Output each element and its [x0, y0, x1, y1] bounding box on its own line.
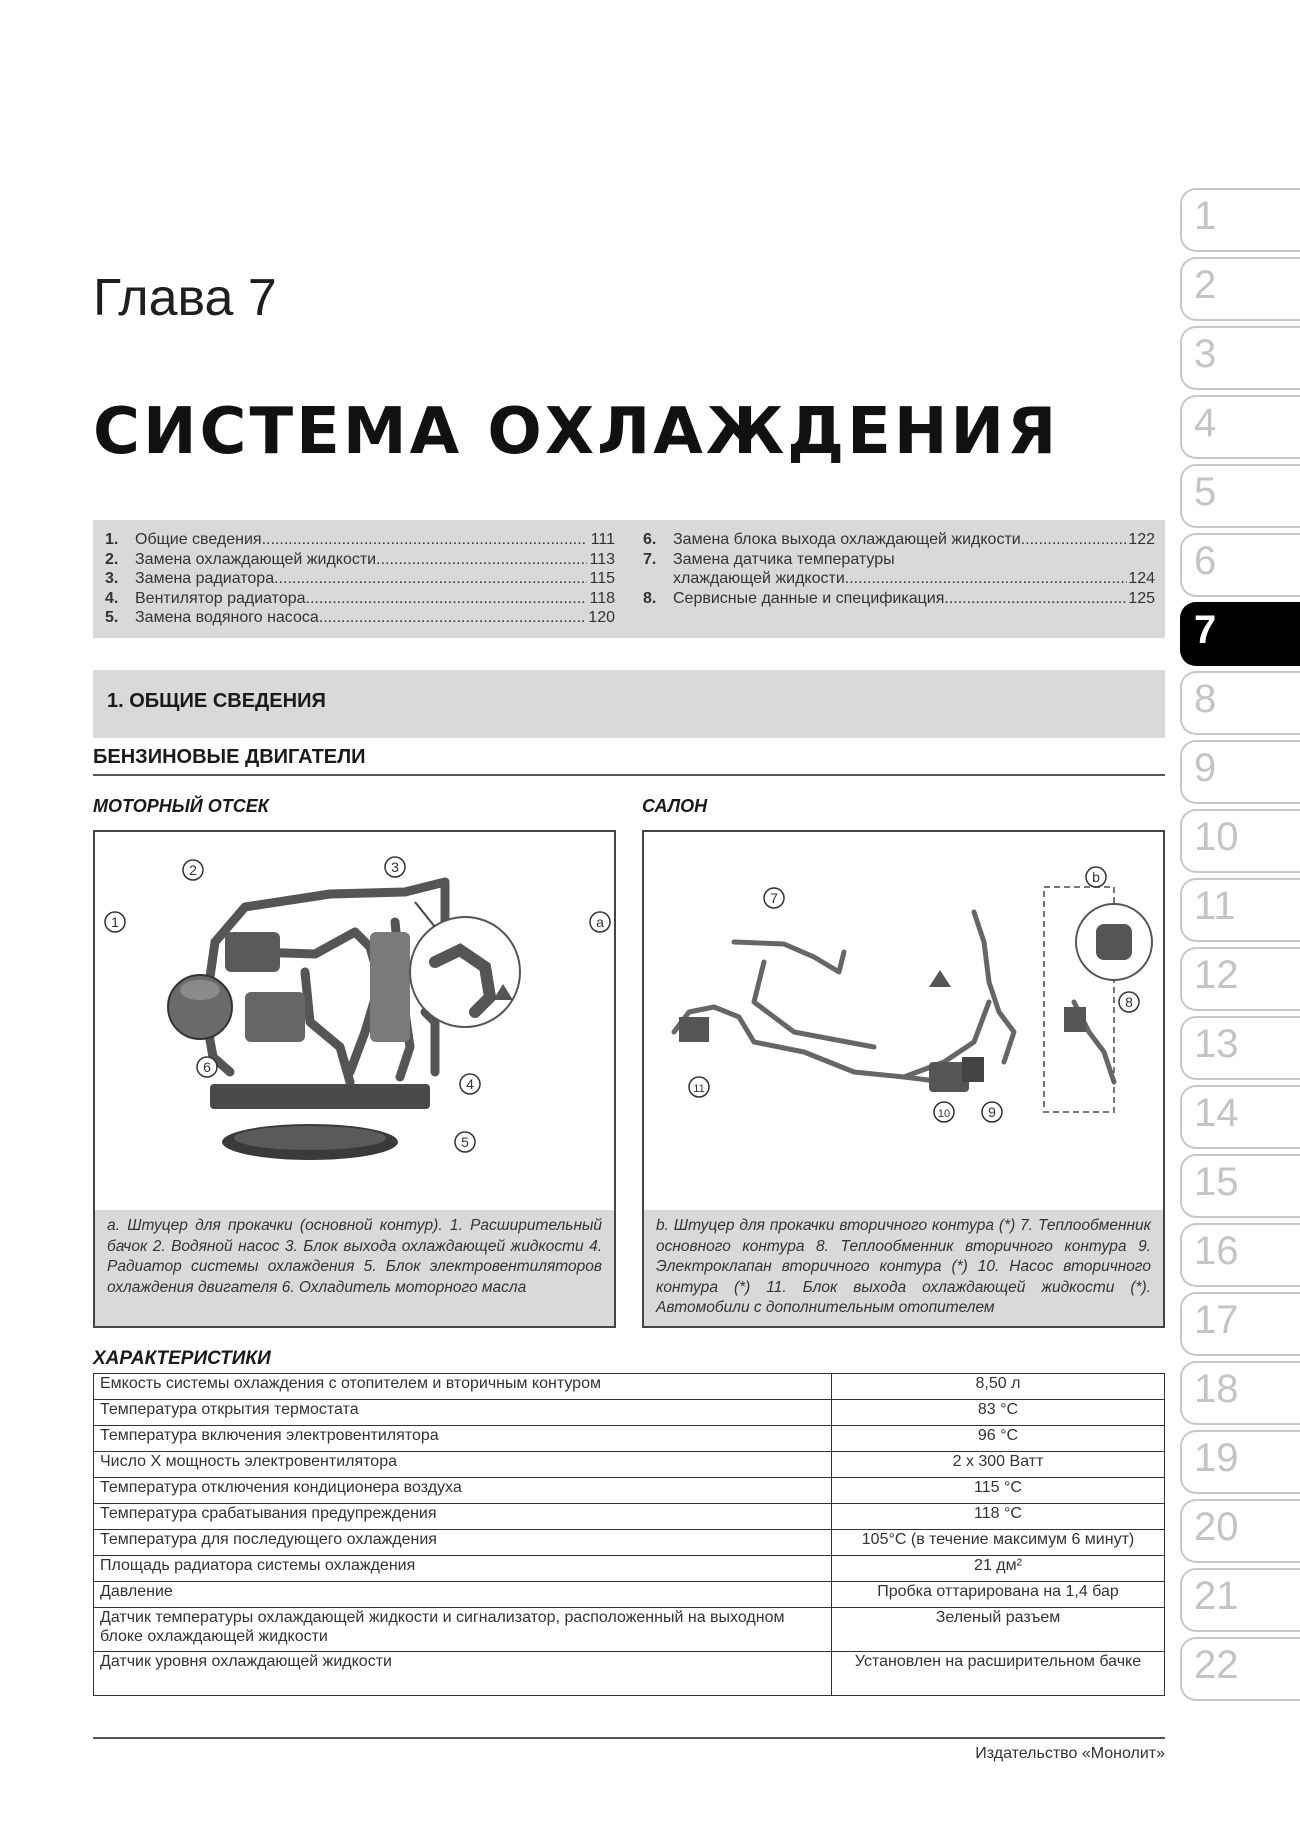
tab-number: 3: [1194, 332, 1217, 376]
heater-hoses: [674, 912, 1114, 1082]
table-row: [94, 1452, 1165, 1478]
tab-number: 10: [1194, 815, 1239, 859]
chapter-tab-10[interactable]: [1180, 809, 1300, 873]
tab-number: 21: [1194, 1574, 1239, 1618]
spec-name: Температура отключения кондиционера воздуха: [94, 1478, 832, 1504]
toc-page: 122: [1128, 531, 1155, 548]
engine-figure-caption: a. Штуцер для прокачки (основной контур). 1. Расширительный бачок 2. Водяной насос 3. Блок выхода охлаждающей жидкости 4. Радиатор системы охлаждения 5. Блок электровентиляторов охлаждения двигателя 6. Охладитель моторного масла: [95, 1210, 614, 1326]
tab-number: 5: [1194, 470, 1217, 514]
chapter-tab-19[interactable]: [1180, 1430, 1300, 1494]
toc-title: Замена датчика температуры: [673, 550, 895, 568]
chapter-tab-18[interactable]: [1180, 1361, 1300, 1425]
toc-page: 111: [590, 531, 615, 548]
chapter-tab-2[interactable]: [1180, 257, 1300, 321]
section-title: 1. ОБЩИЕ СВЕДЕНИЯ: [107, 690, 326, 712]
callout-3-text: 3: [391, 859, 399, 875]
chapter-tab-8[interactable]: [1180, 671, 1300, 735]
tab-number: 17: [1194, 1298, 1239, 1342]
table-row: [94, 1582, 1165, 1608]
callout-2-text: 2: [189, 862, 197, 878]
tab-number: 16: [1194, 1229, 1239, 1273]
toc-item[interactable]: [105, 569, 615, 589]
spec-name: Давление: [94, 1582, 832, 1608]
callout-4-text: 4: [466, 1076, 474, 1092]
spec-name: Температура для последующего охлаждения: [94, 1530, 832, 1556]
toc-number: 1.: [105, 531, 119, 548]
callout-11-text: 11: [693, 1083, 705, 1095]
cabin-figure-label: САЛОН: [642, 796, 708, 816]
toc-title: Замена водяного насоса: [135, 609, 319, 626]
spec-name: Площадь радиатора системы охлаждения: [94, 1556, 832, 1582]
toc-page: 120: [588, 609, 615, 626]
oil-cooler: [245, 992, 305, 1042]
spec-value: 105°C (в течение максимум 6 минут): [832, 1530, 1165, 1556]
toc-title: Вентилятор радиатора: [135, 589, 306, 607]
footer-divider: [93, 1737, 1165, 1739]
toc-item[interactable]: [643, 530, 1155, 550]
chapter-tab-1[interactable]: [1180, 188, 1300, 252]
tab-number: 4: [1194, 401, 1217, 445]
fan-blades: [234, 1126, 386, 1150]
radiator: [210, 1084, 430, 1109]
toc-item[interactable]: [105, 589, 615, 609]
table-row: [94, 1504, 1165, 1530]
heat-exchanger-hose: [734, 942, 844, 972]
spec-name: Датчик уровня охлаждающей жидкости: [94, 1652, 832, 1696]
chapter-tab-15[interactable]: [1180, 1154, 1300, 1218]
table-of-contents: [93, 520, 1165, 638]
spec-name: Число X мощность электровентилятора: [94, 1452, 832, 1478]
section-heading-band: [93, 670, 1165, 738]
chapter-tab-14[interactable]: [1180, 1085, 1300, 1149]
chapter-tab-3[interactable]: [1180, 326, 1300, 390]
toc-page: 125: [1128, 589, 1155, 607]
tab-number: 14: [1194, 1091, 1239, 1135]
chapter-tab-4[interactable]: [1180, 395, 1300, 459]
divider: [93, 774, 1165, 776]
secondary-hose: [754, 962, 874, 1047]
tab-number: 15: [1194, 1160, 1239, 1204]
return-hose: [974, 912, 1014, 1062]
tab-number: 11: [1194, 884, 1236, 928]
spec-value: 21 дм²: [832, 1556, 1165, 1582]
spec-value: Пробка оттарирована на 1,4 бар: [832, 1582, 1165, 1608]
table-row: [94, 1556, 1165, 1582]
toc-item[interactable]: [105, 530, 615, 550]
toc-title: Замена охлаждающей жидкости: [135, 550, 377, 568]
leader-line: [415, 902, 435, 927]
toc-column-left: [105, 530, 615, 628]
table-row: [94, 1426, 1165, 1452]
toc-page: [1127, 550, 1155, 570]
toc-title: хлаждающей жидкости: [673, 570, 845, 587]
tab-number: 18: [1194, 1367, 1239, 1411]
toc-item[interactable]: [643, 550, 1155, 570]
chapter-tab-7-active[interactable]: [1180, 602, 1300, 666]
tab-number: 6: [1194, 539, 1217, 583]
spec-value: 118 °C: [832, 1504, 1165, 1530]
secondary-heat-exchanger: [1064, 1007, 1086, 1032]
toc-number: [643, 569, 673, 589]
chapter-tab-13[interactable]: [1180, 1016, 1300, 1080]
chapter-tab-12[interactable]: [1180, 947, 1300, 1011]
toc-page: 113: [589, 550, 615, 568]
toc-number: 5.: [105, 609, 119, 626]
chapter-tab-11[interactable]: [1180, 878, 1300, 942]
toc-title: Общие сведения: [135, 531, 262, 548]
callout-a-text: a: [596, 914, 604, 930]
chapter-label: Глава 7: [93, 269, 277, 327]
toc-number: 2.: [105, 550, 119, 568]
table-row: [94, 1374, 1165, 1400]
solenoid-valve: [962, 1057, 984, 1082]
tab-number: 13: [1194, 1022, 1239, 1066]
spec-name: Емкость системы охлаждения с отопителем и вторичным контуром: [94, 1374, 832, 1400]
cabin-figure-caption: b. Штуцер для прокачки вторичного контура (*) 7. Теплообменник основного контура 8. Теплообменник вторичного контура 9. Электроклапан вторичного контура (*) 10. Насос вторичного контура (*) 11. Блок выхода охлаждающей жидкости (*). Автомобили с дополнительным отопителем: [644, 1210, 1163, 1326]
warning-triangle-icon: [929, 970, 951, 987]
toc-title: Сервисные данные и спецификация: [673, 589, 945, 607]
spec-name: Датчик температуры охлаждающей жидкости и сигнализатор, расположенный на выходном блоке охлаждающей жидкости: [94, 1608, 832, 1652]
toc-number: 6.: [643, 531, 657, 548]
table-row: [94, 1530, 1165, 1556]
chapter-tab-17[interactable]: [1180, 1292, 1300, 1356]
toc-title: Замена радиатора: [135, 570, 275, 587]
table-row: [94, 1652, 1165, 1696]
toc-item[interactable]: [643, 589, 1155, 609]
water-pump: [225, 932, 280, 972]
tab-number: 9: [1194, 746, 1217, 790]
toc-number: 4.: [105, 589, 119, 607]
specs-table: [93, 1373, 1165, 1696]
publisher-credit: Издательство «Монолит»: [975, 1745, 1165, 1762]
toc-item[interactable]: [105, 550, 615, 570]
toc-page: 115: [589, 570, 615, 587]
spec-value: 8,50 л: [832, 1374, 1165, 1400]
spec-value: Установлен на расширительном бачке: [832, 1652, 1165, 1696]
spec-name: Температура включения электровентилятора: [94, 1426, 832, 1452]
callout-8-text: 8: [1125, 994, 1133, 1010]
toc-number: 7.: [643, 550, 657, 568]
chapter-tab-6[interactable]: [1180, 533, 1300, 597]
spec-value: Зеленый разъем: [832, 1608, 1165, 1652]
callout-10-text: 10: [937, 1108, 951, 1120]
spec-name: Температура срабатывания предупреждения: [94, 1504, 832, 1530]
tab-number: 20: [1194, 1505, 1239, 1549]
toc-page: 124: [1128, 570, 1155, 587]
outlet-housing: [370, 932, 410, 1042]
callout-9-text: 9: [988, 1104, 996, 1120]
callout-7-text: 7: [770, 890, 778, 906]
chapter-tab-9[interactable]: [1180, 740, 1300, 804]
toc-page: 118: [589, 589, 615, 607]
detail-callout-a: [410, 917, 520, 1027]
engine-figure-label: МОТОРНЫЙ ОТСЕК: [93, 796, 269, 816]
toc-column-right: [643, 530, 1155, 608]
tab-number: 22: [1194, 1643, 1239, 1687]
tab-number: 12: [1194, 953, 1239, 997]
toc-number: 8.: [643, 589, 657, 607]
toc-number: 3.: [105, 570, 119, 587]
callout-5-text: 5: [461, 1134, 469, 1150]
callout-b-text: b: [1092, 869, 1100, 885]
spec-value: 115 °C: [832, 1478, 1165, 1504]
subsection-title: БЕНЗИНОВЫЕ ДВИГАТЕЛИ: [93, 746, 366, 768]
callout-1-text: 1: [111, 914, 119, 930]
tab-number: 8: [1194, 677, 1217, 721]
spec-value: 2 x 300 Ватт: [832, 1452, 1165, 1478]
chapter-tab-5[interactable]: [1180, 464, 1300, 528]
oil-cooler-hose: [305, 972, 350, 1082]
toc-title: Замена блока выхода охлаждающей жидкости: [673, 531, 1021, 548]
toc-item-continuation[interactable]: [643, 569, 1155, 589]
table-row: [94, 1400, 1165, 1426]
radiator-hose: [425, 1012, 435, 1072]
tab-number: 1: [1194, 194, 1217, 238]
chapter-tab-21[interactable]: [1180, 1568, 1300, 1632]
tab-number: 19: [1194, 1436, 1239, 1480]
chapter-tab-16[interactable]: [1180, 1223, 1300, 1287]
chapter-tab-22[interactable]: [1180, 1637, 1300, 1701]
specs-title: ХАРАКТЕРИСТИКИ: [93, 1348, 271, 1369]
engine-compartment-figure: [93, 830, 616, 1328]
callout-6-text: 6: [203, 1059, 211, 1075]
table-row: [94, 1478, 1165, 1504]
spec-name: Температура открытия термостата: [94, 1400, 832, 1426]
chapter-tab-20[interactable]: [1180, 1499, 1300, 1563]
chapter-title: СИСТЕМА ОХЛАЖДЕНИЯ: [93, 395, 1060, 469]
outlet-unit: [679, 1017, 709, 1042]
tab-number: 2: [1194, 263, 1217, 307]
bleed-screw-detail: [1096, 924, 1132, 960]
spec-value: 83 °C: [832, 1400, 1165, 1426]
expansion-tank-cap: [180, 980, 220, 1000]
spec-value: 96 °C: [832, 1426, 1165, 1452]
cabin-figure: [642, 830, 1165, 1328]
tab-number: 7: [1194, 608, 1217, 652]
toc-item[interactable]: [105, 608, 615, 628]
table-row: [94, 1608, 1165, 1652]
